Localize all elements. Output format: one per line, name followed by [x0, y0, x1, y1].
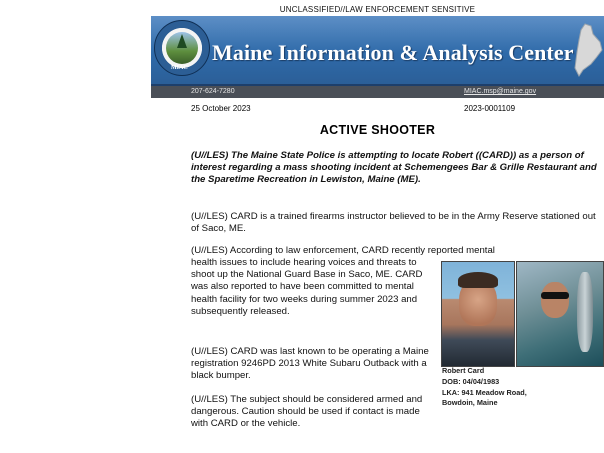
photo-face	[541, 282, 569, 318]
paragraph-vehicle: (U//LES) CARD was last known to be operating a Maine registration 9246PD 2013 White Subaru Outback with a black bumper.	[191, 346, 429, 382]
paragraph-army-reserve: (U//LES) CARD is a trained firearms instructor believed to be in the Army Reserve stationed out of Saco, ME.	[191, 211, 596, 235]
bulletin-heading: ACTIVE SHOOTER	[319, 123, 436, 137]
paragraph-mental-health-first-line: (U//LES) According to law enforcement, CARD recently reported mental	[191, 245, 495, 256]
agency-title: Maine Information & Analysis Center	[212, 40, 574, 65]
fish	[577, 272, 593, 352]
document-date: 25 October 2023	[191, 104, 251, 113]
classification-marking: UNCLASSIFIED//LAW ENFORCEMENT SENSITIVE	[279, 5, 476, 14]
sunglasses	[541, 292, 569, 299]
maine-map-icon	[571, 22, 603, 78]
paragraph-caution: (U//LES) The subject should be considered armed and dangerous. Caution should be used if contact is made with CARD or the vehicle.	[191, 394, 423, 430]
lead-paragraph: (U//LES) The Maine State Police is attempting to locate Robert ((CARD)) as a person of interest regarding a mass shooting incident at Schemengees Bar & Grille Restaurant and the Sparetime Recreation in Lewiston, Maine (ME).	[191, 150, 597, 186]
seal-letters: MIAC	[171, 65, 188, 71]
document-page	[151, 0, 604, 453]
suspect-photo-fishing	[516, 261, 604, 367]
photo-caption: Robert Card DOB: 04/04/1983 LKA: 941 Meadow Road, Bowdoin, Maine	[442, 366, 527, 408]
photo-hair	[458, 272, 498, 288]
seal-tree-icon	[177, 34, 187, 48]
paragraph-mental-health: health issues to include hearing voices and threats to shoot up the National Guard Base in Saco, ME. CARD was also reported to have been committed to mental health facility for two weeks during summer 2023 and subsequently released.	[191, 257, 423, 317]
contact-email-link[interactable]: MIAC.msp@maine.gov	[464, 88, 537, 95]
document-number: 2023-0001109	[464, 104, 516, 113]
miac-seal-logo	[154, 20, 210, 76]
contact-phone: 207-624-7280	[191, 88, 235, 95]
suspect-photo-portrait	[441, 261, 515, 367]
